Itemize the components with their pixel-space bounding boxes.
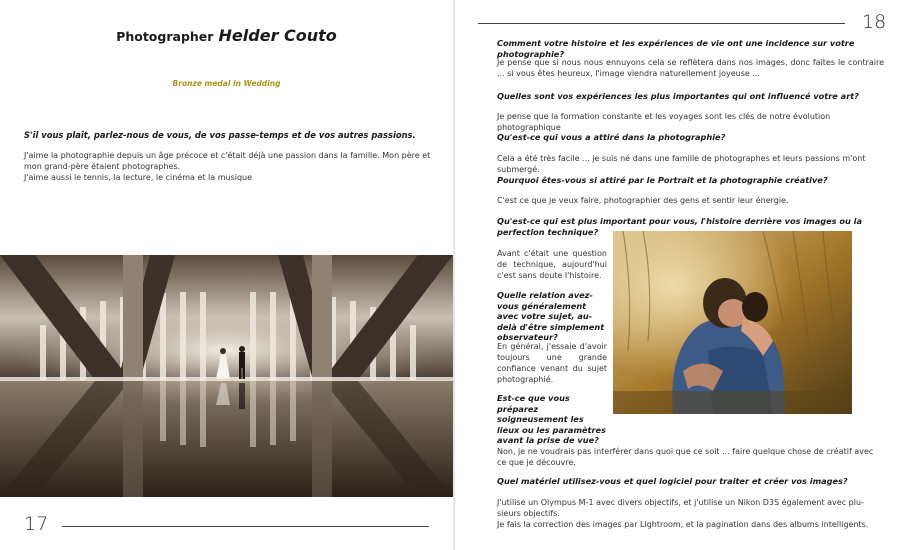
answer-7: Non, je ne voudrais pas interférer dans quoi que ce soit ... faire quelque chose de créatif avec ce que je découvre. xyxy=(497,447,874,467)
title-name: Helder Couto xyxy=(218,26,337,45)
question-8: Quel matériel utilisez-vous et quel logiciel pour traiter et créer vos images? xyxy=(497,476,848,486)
intro-answer-line: J'aime la photographie depuis un âge précoce et c'était déjà une passion dans la famille. Mon père et mon grand-père étaient photographes. xyxy=(24,151,431,171)
intro-question: S'il vous plaît, parlez-nous de vous, de vos passe-temps et de vos autres passions. xyxy=(24,130,416,140)
question-4: Pourquoi êtes-vous si attiré par le Portrait et la photographie créative? xyxy=(497,175,828,185)
title-prefix: Photographer xyxy=(116,29,214,44)
answer-8 xyxy=(497,497,884,530)
answer-4: C'est ce que je veux faire, photographier des gens et sentir leur énergie. xyxy=(497,196,789,205)
question-7: Est-ce que vous préparez soigneusement les lieux ou les paramètres avant la prise de vue? xyxy=(497,393,606,445)
couple-photo-image xyxy=(613,231,852,414)
answer-2: Je pense que la formation constante et les voyages sont les clés de notre évolution photographique xyxy=(497,112,831,132)
question-2: Quelles sont vos expériences les plus importantes qui ont influencé votre art? xyxy=(497,91,859,101)
answer-8-line: J'utilise un Olympus M-1 avec divers objectifs, et j'utilise un Nikon D3S également avec plu-sieurs objectifs. xyxy=(497,498,864,518)
footer-rule-left xyxy=(62,526,429,527)
wedding-photo-image xyxy=(0,255,453,497)
answer-3: Cela a été très facile ... je suis né dans une famille de photographes et leurs passions m'ont submergé. xyxy=(497,154,866,174)
question-3: Qu'est-ce qui vous a attiré dans la photographie? xyxy=(497,132,726,142)
answer-8-line: Je fais la correction des images par Lightroom, et la pagination dans des albums intelligents. xyxy=(497,520,869,529)
answer-5: Avant c'était une question de technique, aujourd'hui c'est sans doute l'histoire. xyxy=(497,249,607,280)
question-1: Comment votre histoire et les expériences de vie ont une incidence sur votre photographie? xyxy=(497,38,855,59)
article-title xyxy=(0,26,453,45)
page-number-right: 18 xyxy=(862,11,887,33)
couple-photo xyxy=(613,231,852,414)
page-number-left: 17 xyxy=(24,513,49,535)
answer-1: Je pense que si nous nous ennuyons cela se reflètera dans nos images, donc faites le contraire ... si vous êtes heureux, l'image viendra naturellement joyeuse ... xyxy=(497,58,884,78)
intro-answer xyxy=(24,150,439,183)
medal-caption: Bronze medal in Wedding xyxy=(172,79,281,88)
question-6: Quelle relation avez-vous généralement avec votre sujet, au-delà d'être simplement observateur? xyxy=(497,290,605,342)
wedding-photo xyxy=(0,255,453,497)
header-rule-right xyxy=(478,23,845,24)
question-5: Qu'est-ce qui est plus important pour vous, l'histoire derrière vos images ou la perfection technique? xyxy=(497,216,862,237)
answer-6: En général, j'essaie d'avoir toujours une grande confiance venant du sujet photographié. xyxy=(497,342,607,384)
intro-answer-line: J'aime aussi le tennis, la lecture, le cinéma et la musique xyxy=(24,173,253,182)
